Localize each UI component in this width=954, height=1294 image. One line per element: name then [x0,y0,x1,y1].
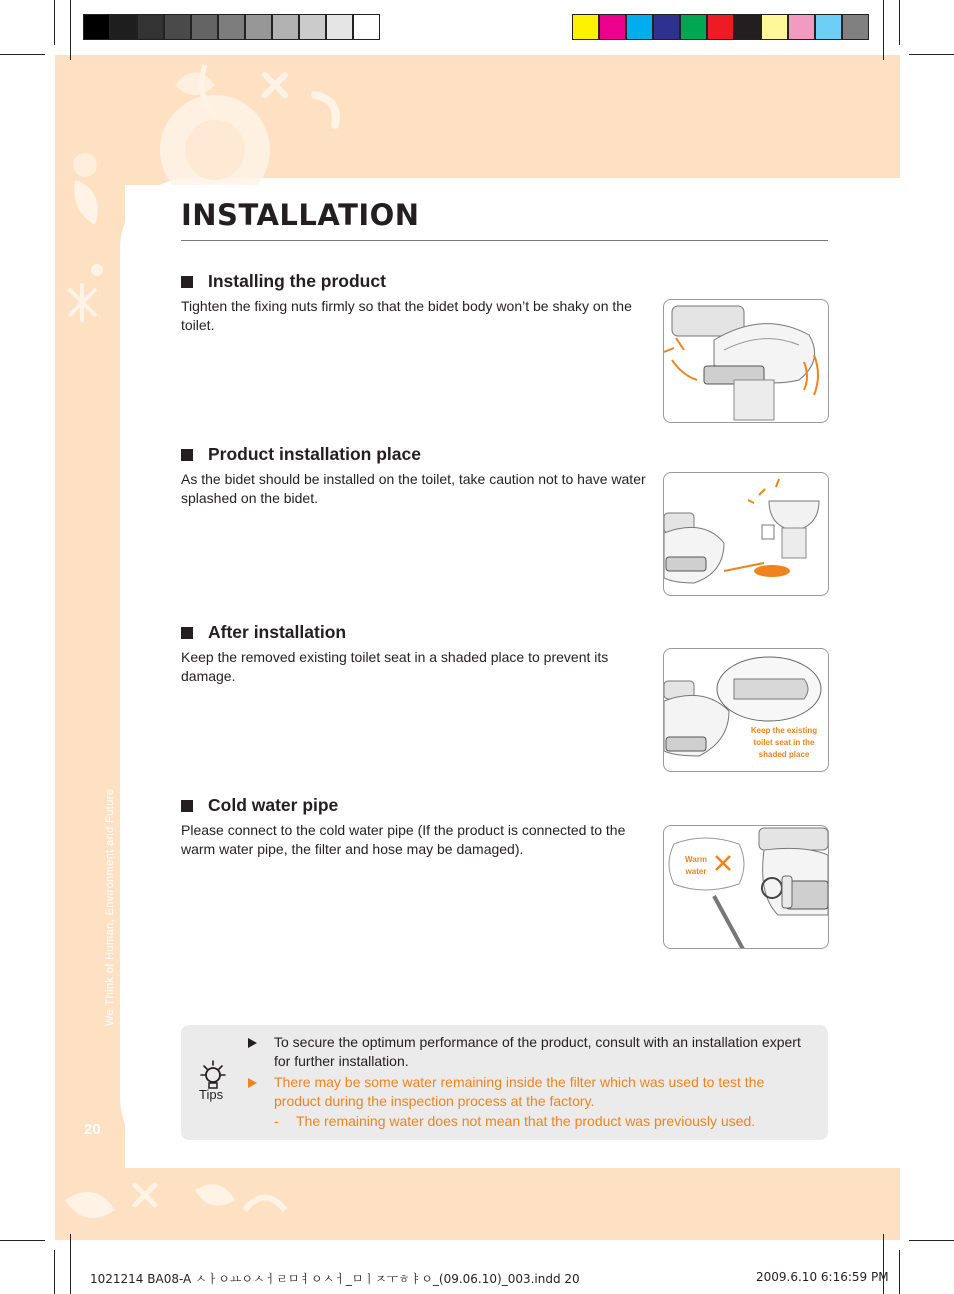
calibration-swatch [245,14,272,40]
illustration-caption: Warm water [685,855,707,876]
section-body-after: Keep the removed existing toilet seat in a shaded place to prevent its damage. [181,649,609,684]
calibration-swatch [191,14,218,40]
existing-seat-illustration [663,648,829,772]
calibration-swatch [788,14,815,40]
section-body-place: As the bidet should be installed on the toilet, take caution not to have water splashed on the bidet. [181,471,646,506]
calibration-swatch [707,14,734,40]
page-title: INSTALLATION [181,198,420,232]
section-heading-text: Cold water pipe [208,795,339,815]
crop-mark [899,1250,900,1294]
calibration-swatch [272,14,299,40]
flower-doodle-bottom [55,1140,305,1240]
section-body-installing: Tighten the fixing nuts firmly so that the bidet body won’t be shaky on the toilet. [181,298,632,333]
square-bullet-icon [181,276,193,288]
calibration-swatch [599,14,626,40]
crop-mark [909,54,954,55]
flower-doodle-decoration [55,55,395,185]
section-heading-text: Installing the product [208,271,386,291]
crop-mark [909,1240,954,1241]
crop-mark [883,0,884,60]
illustration-caption: Keep the existing toilet seat in the shaded place [750,726,818,759]
calibration-swatch [653,14,680,40]
washbasin-splash-illustration [663,472,829,596]
calibration-swatch [164,14,191,40]
section-heading-text: After installation [208,622,347,642]
tip-sub-marker: - [274,1113,279,1129]
crop-mark [54,0,55,45]
calibration-swatch [83,14,110,40]
section-body-cold-water: Please connect to the cold water pipe (If the product is connected to the warm water pipe, the filter and hose may be damaged). [181,822,626,857]
crop-mark [70,1234,71,1294]
crop-mark [0,54,45,55]
crop-mark [54,1250,55,1294]
section-heading-installing [181,271,386,292]
crop-mark [70,0,71,60]
square-bullet-icon [181,800,193,812]
section-heading-cold-water [181,795,338,816]
footer-timestamp: 2009.6.10 6:16:59 PM [756,1270,889,1284]
side-slogan-text: We Think of Human, Environment and Future [104,788,116,1026]
footer-file-name: 1021214 BA08-A ㅅㅏㅇㅛㅇㅅㅓㄹㅁㅕㅇㅅㅓ_ㅁㅣㅈㅜㅎㅑㅇ_(09.06.10)_003.indd 20 [90,1272,580,1286]
calibration-swatch [299,14,326,40]
warm-water-pipe-illustration [663,825,829,949]
bidet-on-toilet-illustration [663,299,829,423]
calibration-swatch [572,14,599,40]
section-heading-place [181,444,421,465]
crop-mark [899,0,900,45]
crop-mark [883,1234,884,1294]
square-bullet-icon [181,449,193,461]
tip-item: There may be some water remaining inside the filter which was used to test the product during the inspection process at the factory. [274,1074,765,1109]
tips-box [181,1025,828,1140]
square-bullet-icon [181,627,193,639]
calibration-swatch [110,14,137,40]
section-heading-text: Product installation place [208,444,421,464]
calibration-swatch [626,14,653,40]
title-divider [181,240,828,241]
calibration-swatch [842,14,869,40]
page-number: 20 [84,1121,101,1138]
section-heading-after [181,622,346,643]
calibration-swatch [353,14,380,40]
calibration-swatch [218,14,245,40]
tips-label: Tips [199,1087,224,1102]
arrow-bullet-icon [248,1078,257,1088]
arrow-bullet-icon [248,1038,257,1048]
calibration-swatch [734,14,761,40]
calibration-swatch [761,14,788,40]
calibration-swatch [815,14,842,40]
calibration-swatch [680,14,707,40]
tip-sub-item: The remaining water does not mean that the product was previously used. [296,1113,756,1129]
crop-mark [0,1240,45,1241]
calibration-swatch [137,14,164,40]
calibration-swatch [326,14,353,40]
tip-item: To secure the optimum performance of the product, consult with an installation expert for further installation. [274,1034,801,1069]
leaf-doodle-decoration [55,170,125,350]
